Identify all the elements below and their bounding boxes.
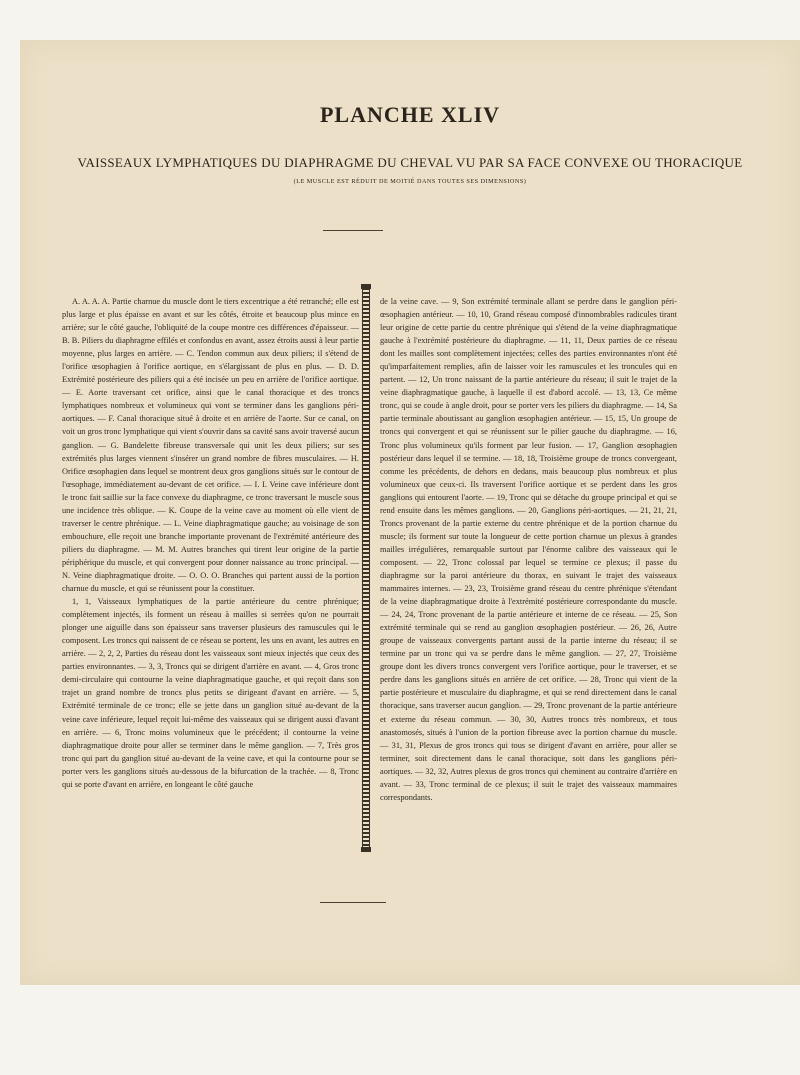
left-column [62, 295, 359, 791]
left-paragraph-1: A. A. A. A. Partie charnue du muscle dont le tiers excentrique a été retranché; elle est plus large et plus épaisse en avant et sur les côtés, étroite et beaucoup plus mince en arrière; sur le côté gauche, l'obliquité de la coupe montre ces différences d'épaisseur. — B. B. Piliers du diaphragme effilés et confondus en avant, assez étroits aussi à leur partie moyenne, plus larges en arrière. — C. Tendon commun aux deux piliers; il s'étend de l'orifice œsophagien à l'orifice aortique, en s'élargissant de plus en plus. — D. D. Extrémité postérieure des piliers qui a été incisée un peu en arrière de l'orifice aortique. — E. Aorte traversant cet orifice, ainsi que le canal thoracique et des troncs lymphatiques nombreux et volumineux qui vont se terminer dans les ganglions péri-aortiques. — F. Canal thoracique situé à droite et en arrière de l'aorte. Sur ce canal, on voit un gros tronc lymphatique qui vient s'ouvrir dans sa cavité sans avoir traversé aucun ganglion. — G. Bandelette fibreuse transversale qui unit les deux piliers; sur ses extrémités plus larges viennent s'insérer un grand nombre de fibres musculaires. — H. Orifice œsophagien dans lequel se montrent deux gros ganglions situés sur le contour de l'œsophage, immédiatement au-devant de cet orifice. — I. I. Veine cave inférieure dont le tronc fait saillie sur la face convexe du diaphragme, ce tronc traversant le muscle sous une incidence très oblique. — K. Coupe de la veine cave au moment où elle vient de traverser le centre phrénique. — L. Veine diaphragmatique gauche; au voisinage de son embouchure, elle reçoit une branche importante provenant de l'extrémité antérieure des piliers du diaphragme. — M. M. Autres branches qui tirent leur origine de la partie périphérique du muscle, et qui convergent pour donner naissance au tronc principal. — N. Veine diaphragmatique droite. — O. O. O. Branches qui partent aussi de la portion charnue du muscle, et qui se réunissent pour la constituer. [62, 297, 359, 594]
plate-sheet [20, 40, 800, 985]
plate-subtitle: VAISSEAUX LYMPHATIQUES DU DIAPHRAGME DU CHEVAL VU PAR SA FACE CONVEXE OU THORACIQUE [77, 155, 743, 170]
bottom-rule [320, 902, 386, 903]
right-paragraph-1: de la veine cave. — 9, Son extrémité terminale allant se perdre dans le ganglion péri-œsophagien antérieur. — 10, 10, Grand réseau composé d'innombrables radicules tirant leur origine de cette partie du centre phrénique qui s'étend de la veine diaphragmatique gauche à l'extrémité postérieure du diaphragme. — 11, 11, Deux parties de ce réseau dont les mailles sont complètement injectées; celles des parties environnantes n'ont été qu'imparfaitement remplies, afin de laisser voir les ramuscules et les troncules qui en partent. — 12, Un tronc naissant de la partie antérieure du réseau; il suit le trajet de la veine diaphragmatique gauche, à laquelle il est d'abord accolé. — 13, 13, Ce même tronc, qui se coude à angle droit, pour se porter vers les piliers du diaphragme. — 14, Sa partie terminale aboutissant au ganglion œsophagien antérieur. — 15, 15, Un groupe de troncs qui convergent et qui se réunissent sur le pilier gauche du diaphragme. — 16, Tronc plus volumineux qu'ils forment par leur fusion. — 17, Ganglion œsophagien postérieur dans lequel il se termine. — 18, 18, Troisième groupe de troncs convergeant, comme les précédents, de dehors en dedans, mais beaucoup plus nombreux et plus volumineux que ceux-ci. Ils traversent l'orifice aortique et se perdent dans les gros ganglions qui entourent l'aorte. — 19, Tronc qui se détache du groupe principal et qui se rend ensuite dans les mêmes ganglions. — 20, Ganglions péri-aortiques. — 21, 21, 21, Troncs provenant de la partie externe du centre phrénique et de la portion charnue du muscle; ils forment sur toute la longueur de cette portion charnue un plexus à grandes mailles irrégulières, remarquable surtout par l'énorme calibre des vaisseaux qui le composent. — 22, Tronc colossal par lequel se termine ce plexus; il passe du diaphragme sur la paroi antérieure du thorax, en suivant le trajet des vaisseaux mammaires internes. — 23, 23, Troisième grand réseau du centre phrénique s'étendant de la veine diaphragmatique droite à l'extrémité postérieure correspondante du muscle. — 24, 24, Tronc provenant de la partie antérieure et interne de ce réseau. — 25, Son extrémité terminale qui se rend au ganglion œsophagien postérieur. — 26, 26, Autre groupe de vaisseaux convergents partant aussi de la partie interne du réseau; il se termine par un tronc qui va se perdre dans le même ganglion. — 27, 27, Troisième groupe dont les divers troncs convergent vers l'orifice aortique, pour le traverser, et se perdre dans les ganglions situés en arrière de cet orifice. — 28, Tronc qui vient de la partie postérieure et musculaire du diaphragme, et qui se rend directement dans le canal thoracique, sans traverser aucun ganglion. — 29, Tronc provenant de la partie antérieure et externe du réseau commun. — 30, 30, Autres troncs très nombreux, et tous anastomosés, situés à l'union de la portion fibreuse avec la portion charnue du muscle. — 31, 31, Plexus de gros troncs qui tous se dirigent d'avant en arrière, pour aller se terminer, soit directement dans le canal thoracique, soit dans les ganglions péri-aortiques. — 32, 32, Autres plexus de gros troncs qui cheminent au contraire d'arrière en avant. — 33, Tronc terminal de ce plexus; il suit le trajet des vaisseaux mammaires correspondants. [380, 297, 677, 802]
column-divider [362, 288, 370, 848]
plate-title: PLANCHE XLIV [319, 102, 501, 127]
right-column [380, 295, 677, 804]
left-paragraph-2: 1, 1, Vaisseaux lymphatiques de la partie antérieure du centre phrénique; complètement injectés, ils forment un réseau à mailles si serrées qu'on ne pourrait plonger une aiguille dans son épaisseur sans traverser plusieurs des ramuscules qui le composent. Les troncs qui naissent de ce réseau se portent, les uns en avant, les autres en arrière. — 2, 2, 2, Parties du réseau dont les vaisseaux sont mieux injectés que ceux des parties environnantes. — 3, 3, Troncs qui se dirigent d'arrière en avant. — 4, Gros tronc demi-circulaire qui contourne la veine diaphragmatique gauche, et qui reçoit dans son trajet un grand nombre de troncs plus petits se dirigeant d'avant en arrière. — 5, Extrémité terminale de ce tronc; elle se jette dans un ganglion situé au-devant de la veine cave inférieure, lequel reçoit lui-même des vaisseaux qui se dirigent aussi d'avant en arrière. — 6, Tronc moins volumineux que le précédent; il contourne la veine diaphragmatique droite pour aller se terminer dans le même ganglion. — 7, Très gros tronc qui part du ganglion situé au-devant de la veine cave, et qui la contourne pour se porter vers les ganglions situés au-dessous de la bifurcation de la trachée. — 8, Tronc qui se porte d'avant en arrière, en longeant le côté gauche [62, 597, 359, 789]
plate-note: (LE MUSCLE EST RÉDUIT DE MOITIÉ DANS TOUTES SES DIMENSIONS) [293, 178, 527, 185]
top-rule [323, 230, 383, 231]
